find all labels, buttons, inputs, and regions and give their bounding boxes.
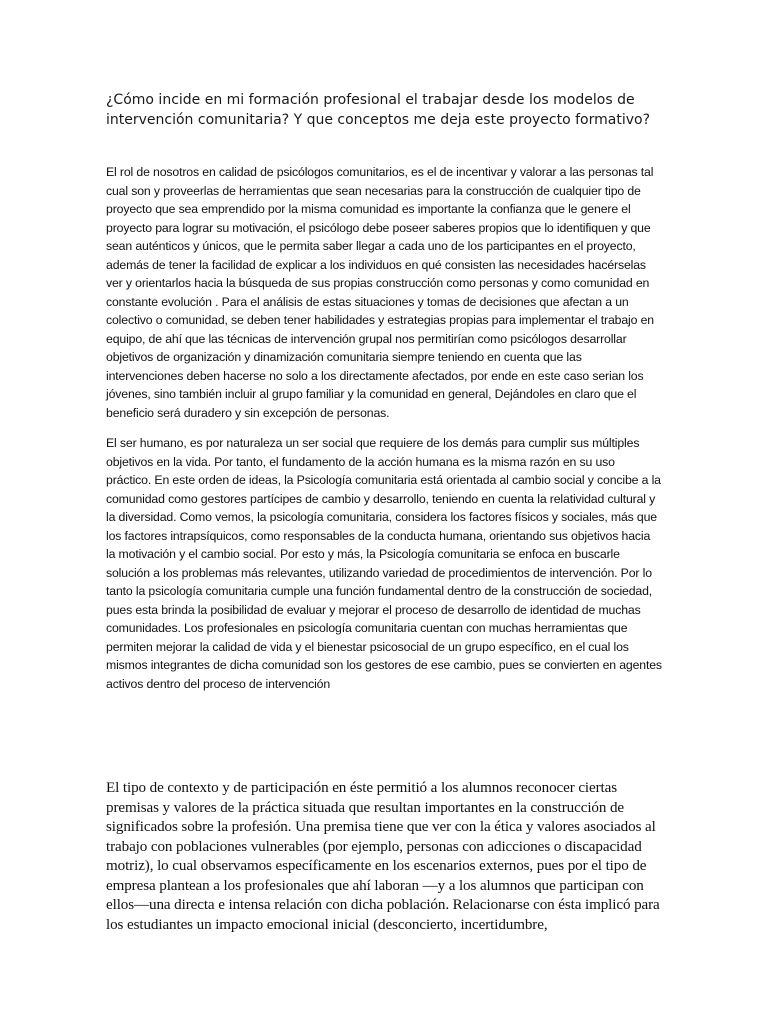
paragraph-context-participation: El tipo de contexto y de participación en éste permitió a los alumnos reconocer ciertas premisas y valores de la práctica situada que resultan importantes en la construcción de significados sobre la profesión. Una premisa tiene que ver con la ética y valores asociados al trabajo con poblaciones vulnerables (por ejemplo, personas con adicciones o discapacidad motriz), lo cual observamos específicamente en los escenarios externos, pues por el tipo de empresa plantean a los profesionales que ahí laboran —y a los alumnos que participan con ellos—una directa e intensa relación con dicha población. Relacionarse con ésta implicó para los estudiantes un impacto emocional inicial (desconcierto, incertidumbre,	[106, 780, 660, 933]
paragraph-role-of-psychologists: El rol de nosotros en calidad de psicólogos comunitarios, es el de incentivar y valorar a las personas tal cual son y proveerlas de herramientas que sean necesarias para la construcción de cualquier tipo de proyecto que sea emprendido por la misma comunidad es importante la confianza que le genere el proyecto para lograr su motivación, el psicólogo debe poseer saberes propios que lo identifiquen y que sean auténticos y únicos, que le permita saber llegar a cada uno de los participantes en el proyecto, además de tener la facilidad de explicar a los individuos en qué consisten las necesidades hacérselas ver y orientarlos hacia la búsqueda de sus propias construcción como personas y como comunidad en constante evolución . Para el análisis de estas situaciones y tomas de decisiones que afectan a un colectivo o comunidad, se deben tener habilidades y estrategias propias para implementar el trabajo en equipo, de ahí que las técnicas de intervención grupal nos permitirían como psicólogos desarrollar objetivos de organización y dinamización comunitaria siempre teniendo en cuenta que las intervenciones deben hacerse no solo a los directamente afectados, por ende en este caso serian los jóvenes, sino también incluir al grupo familiar y la comunidad en general, Dejándoles en claro que el beneficio será duradero y sin excepción de personas.	[106, 165, 654, 420]
paragraph-human-being-social: El ser humano, es por naturaleza un ser social que requiere de los demás para cumplir sus múltiples objetivos en la vida. Por tanto, el fundamento de la acción humana es la misma razón en su uso práctico. En este orden de ideas, la Psicología comunitaria está orientada al cambio social y concibe a la comunidad como gestores partícipes de cambio y desarrollo, teniendo en cuenta la relatividad cultural y la diversidad. Como vemos, la psicología comunitaria, considera los factores físicos y sociales, más que los factores intrapsíquicos, como responsables de la conducta humana, orientando sus objetivos hacia la motivación y el cambio social. Por esto y más, la Psicología comunitaria se enfoca en buscarle solución a los problemas más relevantes, utilizando variedad de procedimientos de intervención. Por lo tanto la psicología comunitaria cumple una función fundamental dentro de la construcción de sociedad, pues esta brinda la posibilidad de evaluar y mejorar el proceso de desarrollo de identidad de muchas comunidades. Los profesionales en psicología comunitaria cuentan con muchas herramientas que permiten mejorar la calidad de vida y el bienestar psicosocial de un grupo específico, en el cual los mismos integrantes de dicha comunidad son los gestores de ese cambio, pues se convierten en agentes activos dentro del proceso de intervención	[106, 436, 662, 691]
essay-body	[106, 163, 662, 693]
question-heading: ¿Cómo incide en mi formación profesional el trabajar desde los modelos de intervención comunitaria? Y que conceptos me deja este proyecto formativo?	[106, 92, 650, 128]
